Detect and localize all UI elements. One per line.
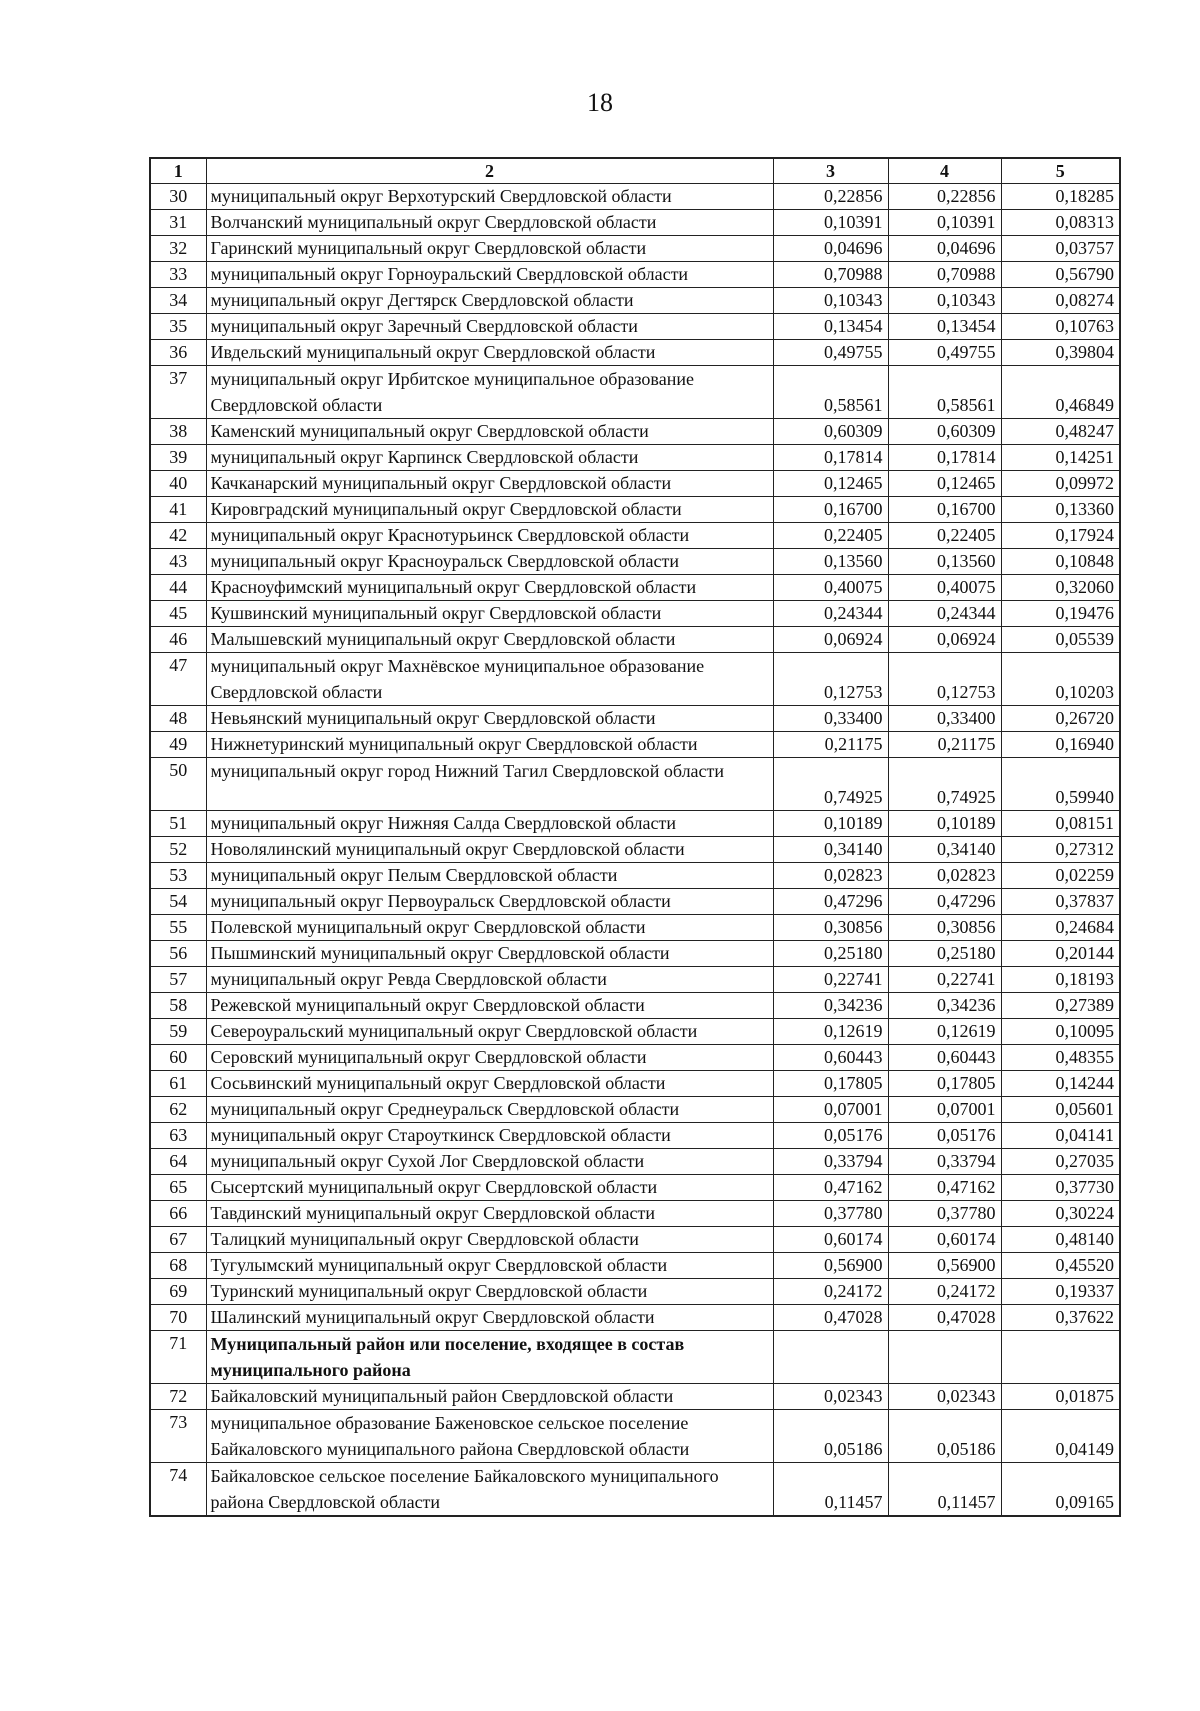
- row-number-cell: 37: [150, 366, 206, 419]
- column-4-value-cell: 0,47162: [888, 1175, 1001, 1201]
- table-row: [150, 993, 1120, 1019]
- municipality-name-cell: муниципальный округ Ревда Свердловской области: [206, 967, 773, 993]
- column-3-value-cell: 0,12619: [773, 1019, 888, 1045]
- column-4-value-cell: 0,17805: [888, 1071, 1001, 1097]
- row-number-cell: 41: [150, 497, 206, 523]
- column-5-value-cell: 0,18193: [1001, 967, 1120, 993]
- column-4-value-cell: 0,74925: [888, 758, 1001, 811]
- column-5-value-cell: 0,05601: [1001, 1097, 1120, 1123]
- row-number-cell: 72: [150, 1384, 206, 1410]
- column-3-value-cell: 0,30856: [773, 915, 888, 941]
- column-4-value-cell: 0,22741: [888, 967, 1001, 993]
- column-4-value-cell: 0,10343: [888, 288, 1001, 314]
- column-4-value-cell: 0,10391: [888, 210, 1001, 236]
- table-row: [150, 1410, 1120, 1463]
- column-4-value-cell: 0,12753: [888, 653, 1001, 706]
- column-header-4: 4: [888, 158, 1001, 184]
- column-4-value-cell: 0,05176: [888, 1123, 1001, 1149]
- column-5-value-cell: 0,08313: [1001, 210, 1120, 236]
- column-5-value-cell: 0,01875: [1001, 1384, 1120, 1410]
- data-table: [149, 157, 1121, 1517]
- row-number-cell: 52: [150, 837, 206, 863]
- municipality-name-cell: Кировградский муниципальный округ Свердловской области: [206, 497, 773, 523]
- municipality-name-cell: муниципальный округ Верхотурский Свердловской области: [206, 184, 773, 210]
- column-3-value-cell: 0,10391: [773, 210, 888, 236]
- column-5-value-cell: 0,10848: [1001, 549, 1120, 575]
- municipality-name-cell: муниципальный округ город Нижний Тагил Свердловской области: [206, 758, 773, 811]
- column-3-value-cell: 0,47296: [773, 889, 888, 915]
- column-3-value-cell: 0,10189: [773, 811, 888, 837]
- column-4-value-cell: 0,56900: [888, 1253, 1001, 1279]
- column-3-value-cell: 0,60174: [773, 1227, 888, 1253]
- municipality-name-cell: муниципальный округ Горноуральский Свердловской области: [206, 262, 773, 288]
- row-number-cell: 31: [150, 210, 206, 236]
- table-row: [150, 758, 1120, 811]
- column-3-value-cell: 0,05176: [773, 1123, 888, 1149]
- column-5-value-cell: 0,37837: [1001, 889, 1120, 915]
- table-row: [150, 941, 1120, 967]
- table-row: [150, 601, 1120, 627]
- municipality-name-cell: Тавдинский муниципальный округ Свердловской области: [206, 1201, 773, 1227]
- column-5-value-cell: 0,19476: [1001, 601, 1120, 627]
- table-row: [150, 445, 1120, 471]
- column-5-value-cell: 0,10763: [1001, 314, 1120, 340]
- column-4-value-cell: 0,05186: [888, 1410, 1001, 1463]
- column-4-value-cell: 0,02343: [888, 1384, 1001, 1410]
- column-5-value-cell: 0,03757: [1001, 236, 1120, 262]
- row-number-cell: 47: [150, 653, 206, 706]
- municipality-name-cell: Волчанский муниципальный округ Свердловской области: [206, 210, 773, 236]
- column-3-value-cell: 0,34236: [773, 993, 888, 1019]
- row-number-cell: 66: [150, 1201, 206, 1227]
- column-5-value-cell: 0,48140: [1001, 1227, 1120, 1253]
- table-row: [150, 1227, 1120, 1253]
- row-number-cell: 50: [150, 758, 206, 811]
- row-number-cell: 61: [150, 1071, 206, 1097]
- column-5-value-cell: 0,08151: [1001, 811, 1120, 837]
- municipality-name-cell: Каменский муниципальный округ Свердловской области: [206, 419, 773, 445]
- municipality-name-cell: Серовский муниципальный округ Свердловской области: [206, 1045, 773, 1071]
- row-number-cell: 48: [150, 706, 206, 732]
- column-5-value-cell: 0,10203: [1001, 653, 1120, 706]
- municipality-name-cell: Туринский муниципальный округ Свердловской области: [206, 1279, 773, 1305]
- column-5-value-cell: 0,30224: [1001, 1201, 1120, 1227]
- municipality-name-cell: Полевской муниципальный округ Свердловской области: [206, 915, 773, 941]
- column-header-1: 1: [150, 158, 206, 184]
- column-3-value-cell: 0,60309: [773, 419, 888, 445]
- table-row: [150, 575, 1120, 601]
- table-row: [150, 314, 1120, 340]
- column-4-value-cell: 0,34140: [888, 837, 1001, 863]
- municipality-name-cell: муниципальный округ Первоуральск Свердловской области: [206, 889, 773, 915]
- municipality-name-cell: муниципальный округ Карпинск Свердловской области: [206, 445, 773, 471]
- row-number-cell: 60: [150, 1045, 206, 1071]
- municipality-name-cell: Сысертский муниципальный округ Свердловской области: [206, 1175, 773, 1201]
- column-3-value-cell: 0,12753: [773, 653, 888, 706]
- table-row: [150, 1019, 1120, 1045]
- column-5-value-cell: 0,02259: [1001, 863, 1120, 889]
- column-4-value-cell: 0,47028: [888, 1305, 1001, 1331]
- column-3-value-cell: 0,33400: [773, 706, 888, 732]
- column-4-value-cell: 0,37780: [888, 1201, 1001, 1227]
- column-3-value-cell: 0,33794: [773, 1149, 888, 1175]
- column-4-value-cell: 0,24172: [888, 1279, 1001, 1305]
- column-3-value-cell: 0,06924: [773, 627, 888, 653]
- column-3-value-cell: 0,17814: [773, 445, 888, 471]
- column-4-value-cell: 0,12619: [888, 1019, 1001, 1045]
- municipality-name-cell: Сосьвинский муниципальный округ Свердловской области: [206, 1071, 773, 1097]
- column-3-value-cell: 0,58561: [773, 366, 888, 419]
- table-row: [150, 419, 1120, 445]
- row-number-cell: 35: [150, 314, 206, 340]
- table-row: [150, 1384, 1120, 1410]
- column-3-value-cell: 0,56900: [773, 1253, 888, 1279]
- column-4-value-cell: 0,13454: [888, 314, 1001, 340]
- column-4-value-cell: 0,70988: [888, 262, 1001, 288]
- table-row: [150, 627, 1120, 653]
- table-row: [150, 210, 1120, 236]
- table-row: [150, 889, 1120, 915]
- column-5-value-cell: 0,17924: [1001, 523, 1120, 549]
- column-3-value-cell: 0,13560: [773, 549, 888, 575]
- column-3-value-cell: 0,49755: [773, 340, 888, 366]
- column-3-value-cell: 0,05186: [773, 1410, 888, 1463]
- row-number-cell: 56: [150, 941, 206, 967]
- row-number-cell: 58: [150, 993, 206, 1019]
- row-number-cell: 44: [150, 575, 206, 601]
- column-5-value-cell: 0,10095: [1001, 1019, 1120, 1045]
- column-4-value-cell: 0,30856: [888, 915, 1001, 941]
- table-row: [150, 732, 1120, 758]
- column-4-value-cell: 0,33400: [888, 706, 1001, 732]
- column-4-value-cell: 0,21175: [888, 732, 1001, 758]
- municipality-name-cell: муниципальный округ Староуткинск Свердловской области: [206, 1123, 773, 1149]
- municipality-name-cell: Тугулымский муниципальный округ Свердловской области: [206, 1253, 773, 1279]
- column-4-value-cell: 0,02823: [888, 863, 1001, 889]
- column-5-value-cell: 0,48355: [1001, 1045, 1120, 1071]
- column-4-value-cell: 0,22405: [888, 523, 1001, 549]
- row-number-cell: 53: [150, 863, 206, 889]
- table-row: [150, 1123, 1120, 1149]
- column-4-value-cell: 0,06924: [888, 627, 1001, 653]
- row-number-cell: 69: [150, 1279, 206, 1305]
- row-number-cell: 45: [150, 601, 206, 627]
- table-row: [150, 471, 1120, 497]
- table-row: [150, 288, 1120, 314]
- column-4-value-cell: 0,49755: [888, 340, 1001, 366]
- municipality-name-cell: Малышевский муниципальный округ Свердловской области: [206, 627, 773, 653]
- row-number-cell: 68: [150, 1253, 206, 1279]
- municipality-name-cell: Гаринский муниципальный округ Свердловской области: [206, 236, 773, 262]
- column-header-2: 2: [206, 158, 773, 184]
- table-row: [150, 1175, 1120, 1201]
- column-3-value-cell: 0,16700: [773, 497, 888, 523]
- row-number-cell: 32: [150, 236, 206, 262]
- municipality-name-cell: Режевской муниципальный округ Свердловской области: [206, 993, 773, 1019]
- municipality-name-cell: Ивдельский муниципальный округ Свердловской области: [206, 340, 773, 366]
- municipality-name-cell: муниципальный округ Заречный Свердловской области: [206, 314, 773, 340]
- column-5-value-cell: 0,46849: [1001, 366, 1120, 419]
- column-5-value-cell: 0,37730: [1001, 1175, 1120, 1201]
- column-5-value-cell: 0,14244: [1001, 1071, 1120, 1097]
- column-3-value-cell: [773, 1331, 888, 1384]
- table-body: [150, 184, 1120, 1517]
- table-header-row: [150, 158, 1120, 184]
- table-row: [150, 1279, 1120, 1305]
- column-3-value-cell: 0,22856: [773, 184, 888, 210]
- column-5-value-cell: 0,45520: [1001, 1253, 1120, 1279]
- municipality-name-cell: Байкаловское сельское поселение Байкаловского муниципального района Свердловской области: [206, 1463, 773, 1517]
- row-number-cell: 67: [150, 1227, 206, 1253]
- column-4-value-cell: 0,60174: [888, 1227, 1001, 1253]
- municipality-name-cell: муниципальный округ Ирбитское муниципальное образование Свердловской области: [206, 366, 773, 419]
- column-3-value-cell: 0,13454: [773, 314, 888, 340]
- column-5-value-cell: [1001, 1331, 1120, 1384]
- table-row: [150, 184, 1120, 210]
- table-row: [150, 1097, 1120, 1123]
- column-3-value-cell: 0,34140: [773, 837, 888, 863]
- municipality-name-cell: муниципальный округ Сухой Лог Свердловской области: [206, 1149, 773, 1175]
- column-5-value-cell: 0,20144: [1001, 941, 1120, 967]
- column-4-value-cell: 0,60309: [888, 419, 1001, 445]
- municipality-name-cell: Кушвинский муниципальный округ Свердловской области: [206, 601, 773, 627]
- column-3-value-cell: 0,74925: [773, 758, 888, 811]
- municipality-name-cell: Североуральский муниципальный округ Свердловской области: [206, 1019, 773, 1045]
- column-5-value-cell: 0,26720: [1001, 706, 1120, 732]
- row-number-cell: 30: [150, 184, 206, 210]
- table-row: [150, 549, 1120, 575]
- row-number-cell: 63: [150, 1123, 206, 1149]
- column-3-value-cell: 0,22741: [773, 967, 888, 993]
- row-number-cell: 73: [150, 1410, 206, 1463]
- column-3-value-cell: 0,25180: [773, 941, 888, 967]
- municipality-name-cell: Байкаловский муниципальный район Свердловской области: [206, 1384, 773, 1410]
- table-row: [150, 706, 1120, 732]
- column-5-value-cell: 0,09972: [1001, 471, 1120, 497]
- column-5-value-cell: 0,05539: [1001, 627, 1120, 653]
- row-number-cell: 57: [150, 967, 206, 993]
- column-5-value-cell: 0,16940: [1001, 732, 1120, 758]
- column-5-value-cell: 0,04149: [1001, 1410, 1120, 1463]
- municipality-name-cell: муниципальный округ Пелым Свердловской области: [206, 863, 773, 889]
- table-row: [150, 523, 1120, 549]
- row-number-cell: 51: [150, 811, 206, 837]
- column-4-value-cell: 0,16700: [888, 497, 1001, 523]
- municipality-name-cell: муниципальный округ Нижняя Салда Свердловской области: [206, 811, 773, 837]
- column-5-value-cell: 0,18285: [1001, 184, 1120, 210]
- table-row: [150, 863, 1120, 889]
- row-number-cell: 46: [150, 627, 206, 653]
- column-3-value-cell: 0,12465: [773, 471, 888, 497]
- municipality-name-cell: Талицкий муниципальный округ Свердловской области: [206, 1227, 773, 1253]
- column-3-value-cell: 0,70988: [773, 262, 888, 288]
- table-row: [150, 262, 1120, 288]
- table-row: [150, 967, 1120, 993]
- column-3-value-cell: 0,24172: [773, 1279, 888, 1305]
- table-row: [150, 1331, 1120, 1384]
- column-4-value-cell: 0,17814: [888, 445, 1001, 471]
- column-4-value-cell: [888, 1331, 1001, 1384]
- column-5-value-cell: 0,37622: [1001, 1305, 1120, 1331]
- row-number-cell: 43: [150, 549, 206, 575]
- row-number-cell: 70: [150, 1305, 206, 1331]
- column-5-value-cell: 0,08274: [1001, 288, 1120, 314]
- row-number-cell: 39: [150, 445, 206, 471]
- column-5-value-cell: 0,27312: [1001, 837, 1120, 863]
- column-3-value-cell: 0,02343: [773, 1384, 888, 1410]
- municipality-name-cell: муниципальное образование Баженовское сельское поселение Байкаловского муниципального района Свердловской области: [206, 1410, 773, 1463]
- table-row: [150, 1071, 1120, 1097]
- table-row: [150, 915, 1120, 941]
- column-3-value-cell: 0,07001: [773, 1097, 888, 1123]
- municipality-name-cell: муниципальный округ Красноуральск Свердловской области: [206, 549, 773, 575]
- column-4-value-cell: 0,07001: [888, 1097, 1001, 1123]
- column-3-value-cell: 0,21175: [773, 732, 888, 758]
- column-3-value-cell: 0,47028: [773, 1305, 888, 1331]
- page-number: 18: [587, 88, 613, 117]
- row-number-cell: 42: [150, 523, 206, 549]
- column-3-value-cell: 0,40075: [773, 575, 888, 601]
- column-3-value-cell: 0,10343: [773, 288, 888, 314]
- column-4-value-cell: 0,25180: [888, 941, 1001, 967]
- column-5-value-cell: 0,59940: [1001, 758, 1120, 811]
- column-5-value-cell: 0,27389: [1001, 993, 1120, 1019]
- column-4-value-cell: 0,04696: [888, 236, 1001, 262]
- column-4-value-cell: 0,60443: [888, 1045, 1001, 1071]
- municipality-name-cell: муниципальный округ Краснотурьинск Свердловской области: [206, 523, 773, 549]
- column-5-value-cell: 0,14251: [1001, 445, 1120, 471]
- municipality-name-cell: Качканарский муниципальный округ Свердловской области: [206, 471, 773, 497]
- column-4-value-cell: 0,58561: [888, 366, 1001, 419]
- table-row: [150, 1305, 1120, 1331]
- row-number-cell: 59: [150, 1019, 206, 1045]
- row-number-cell: 55: [150, 915, 206, 941]
- column-3-value-cell: 0,11457: [773, 1463, 888, 1517]
- column-5-value-cell: 0,56790: [1001, 262, 1120, 288]
- column-3-value-cell: 0,02823: [773, 863, 888, 889]
- table-row: [150, 340, 1120, 366]
- row-number-cell: 64: [150, 1149, 206, 1175]
- column-5-value-cell: 0,48247: [1001, 419, 1120, 445]
- column-5-value-cell: 0,32060: [1001, 575, 1120, 601]
- municipality-name-cell: Шалинский муниципальный округ Свердловской области: [206, 1305, 773, 1331]
- column-3-value-cell: 0,37780: [773, 1201, 888, 1227]
- column-4-value-cell: 0,13560: [888, 549, 1001, 575]
- row-number-cell: 65: [150, 1175, 206, 1201]
- column-4-value-cell: 0,40075: [888, 575, 1001, 601]
- municipality-name-cell: муниципальный округ Махнёвское муниципальное образование Свердловской области: [206, 653, 773, 706]
- column-4-value-cell: 0,33794: [888, 1149, 1001, 1175]
- table-row: [150, 366, 1120, 419]
- table-row: [150, 811, 1120, 837]
- column-3-value-cell: 0,17805: [773, 1071, 888, 1097]
- row-number-cell: 40: [150, 471, 206, 497]
- table-row: [150, 837, 1120, 863]
- table-row: [150, 1149, 1120, 1175]
- table-row: [150, 1463, 1120, 1517]
- column-5-value-cell: 0,09165: [1001, 1463, 1120, 1517]
- column-4-value-cell: 0,10189: [888, 811, 1001, 837]
- column-4-value-cell: 0,22856: [888, 184, 1001, 210]
- column-header-5: 5: [1001, 158, 1120, 184]
- row-number-cell: 71: [150, 1331, 206, 1384]
- municipality-name-cell: муниципальный округ Дегтярск Свердловской области: [206, 288, 773, 314]
- column-5-value-cell: 0,27035: [1001, 1149, 1120, 1175]
- column-5-value-cell: 0,19337: [1001, 1279, 1120, 1305]
- row-number-cell: 54: [150, 889, 206, 915]
- column-4-value-cell: 0,11457: [888, 1463, 1001, 1517]
- column-3-value-cell: 0,22405: [773, 523, 888, 549]
- column-5-value-cell: 0,39804: [1001, 340, 1120, 366]
- table-row: [150, 236, 1120, 262]
- table-row: [150, 1201, 1120, 1227]
- row-number-cell: 49: [150, 732, 206, 758]
- municipality-name-cell: Нижнетуринский муниципальный округ Свердловской области: [206, 732, 773, 758]
- column-4-value-cell: 0,12465: [888, 471, 1001, 497]
- table-row: [150, 1045, 1120, 1071]
- column-3-value-cell: 0,47162: [773, 1175, 888, 1201]
- column-4-value-cell: 0,34236: [888, 993, 1001, 1019]
- municipality-name-cell: Красноуфимский муниципальный округ Свердловской области: [206, 575, 773, 601]
- column-header-3: 3: [773, 158, 888, 184]
- column-3-value-cell: 0,24344: [773, 601, 888, 627]
- row-number-cell: 34: [150, 288, 206, 314]
- column-5-value-cell: 0,04141: [1001, 1123, 1120, 1149]
- table-row: [150, 1253, 1120, 1279]
- column-5-value-cell: 0,24684: [1001, 915, 1120, 941]
- municipality-name-cell: Невьянский муниципальный округ Свердловской области: [206, 706, 773, 732]
- column-4-value-cell: 0,47296: [888, 889, 1001, 915]
- table-row: [150, 497, 1120, 523]
- column-5-value-cell: 0,13360: [1001, 497, 1120, 523]
- row-number-cell: 33: [150, 262, 206, 288]
- column-4-value-cell: 0,24344: [888, 601, 1001, 627]
- municipality-name-cell: Пышминский муниципальный округ Свердловской области: [206, 941, 773, 967]
- municipality-name-cell: Муниципальный район или поселение, входящее в состав муниципального района: [206, 1331, 773, 1384]
- column-3-value-cell: 0,04696: [773, 236, 888, 262]
- row-number-cell: 36: [150, 340, 206, 366]
- municipality-name-cell: Новолялинский муниципальный округ Свердловской области: [206, 837, 773, 863]
- row-number-cell: 38: [150, 419, 206, 445]
- table-row: [150, 653, 1120, 706]
- row-number-cell: 74: [150, 1463, 206, 1517]
- municipality-name-cell: муниципальный округ Среднеуральск Свердловской области: [206, 1097, 773, 1123]
- column-3-value-cell: 0,60443: [773, 1045, 888, 1071]
- row-number-cell: 62: [150, 1097, 206, 1123]
